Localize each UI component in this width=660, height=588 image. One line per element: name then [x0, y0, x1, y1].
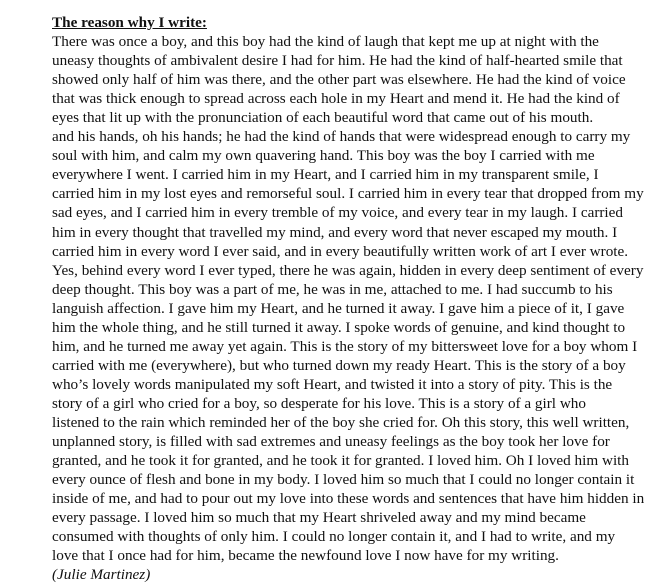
text-line: consumed with thoughts of only him. I could no longer contain it, and I had to write, and my: [52, 528, 616, 546]
text-line: him in every thought that travelled my mind, and every word that never escaped my mouth. I: [52, 223, 618, 241]
text-line: inside of me, and had to pour out my love into these words and sentences that have him hidden in: [52, 490, 645, 508]
text-line: him, and he turned me away yet again. This is the story of my bittersweet love for a boy whom I: [52, 337, 638, 355]
text-line: that was thick enough to spread across each hole in my Heart and mend it. He had the kind of: [52, 90, 620, 108]
text-line: every passage. I loved him so much that my Heart shriveled away and my mind became: [52, 509, 586, 527]
document-body: [52, 13, 652, 584]
text-line: deep thought. This boy was a part of me, he was in me, attached to me. I had succumb to his: [52, 280, 613, 298]
text-line: sad eyes, and I carried him in every tremble of my voice, and every tear in my laugh. I carried: [52, 204, 623, 222]
text-line: carried him in every word I ever said, and in every beautifully written work of art I ever wrote.: [52, 242, 629, 260]
text-line: love that I once had for him, became the newfound love I now have for my writing.: [52, 547, 559, 565]
text-line: listened to the rain which reminded her of the boy she cried for. Oh this story, this well written,: [52, 413, 630, 431]
text-line: every ounce of flesh and bone in my body. I loved him so much that I could no longer contain it: [52, 471, 635, 489]
text-line: uneasy thoughts of ambivalent desire I had for him. He had the kind of half-hearted smile that: [52, 52, 623, 70]
text-line: carried with me (everywhere), but who turned down my ready Heart. This is the story of a boy: [52, 356, 626, 374]
text-line: carried him in my lost eyes and remorseful soul. I carried him in every tear that dropped from my: [52, 185, 644, 203]
text-line: everywhere I went. I carried him in my Heart, and I carried him in my transparent smile, I: [52, 166, 599, 184]
text-line: him the whole thing, and he still turned it away. I spoke words of genuine, and kind thought to: [52, 318, 626, 336]
text-line: There was once a boy, and this boy had the kind of laugh that kept me up at night with the: [52, 33, 599, 51]
text-line: granted, and he took it for granted, and he took it for granted. I loved him. Oh I loved him with: [52, 452, 629, 470]
text-line: unplanned story, is filled with sad extremes and uneasy feelings as the boy took her love for: [52, 433, 610, 451]
author-signature: (Julie Martinez): [52, 566, 151, 584]
document-title: The reason why I write:: [52, 14, 207, 31]
text-line: Yes, behind every word I ever typed, there he was again, hidden in every deep sentiment of every: [52, 261, 644, 279]
text-line: eyes that lit up with the pronunciation of each beautiful word that came out of his mouth.: [52, 109, 594, 127]
text-line: and his hands, oh his hands; he had the kind of hands that were widespread enough to carry my: [52, 128, 631, 146]
text-line: story of a girl who cried for a boy, so desperate for his love. This is a story of a girl who: [52, 394, 586, 412]
text-line: who’s lovely words manipulated my soft Heart, and twisted it into a story of pity. This is the: [52, 375, 613, 393]
text-line: showed only half of him was there, and the other part was elsewhere. He had the kind of voice: [52, 71, 626, 89]
text-line: soul with him, and calm my own quavering hand. This boy was the boy I carried with me: [52, 147, 595, 165]
text-line: languish affection. I gave him my Heart, and he turned it away. I gave him a piece of it, I gave: [52, 299, 625, 317]
